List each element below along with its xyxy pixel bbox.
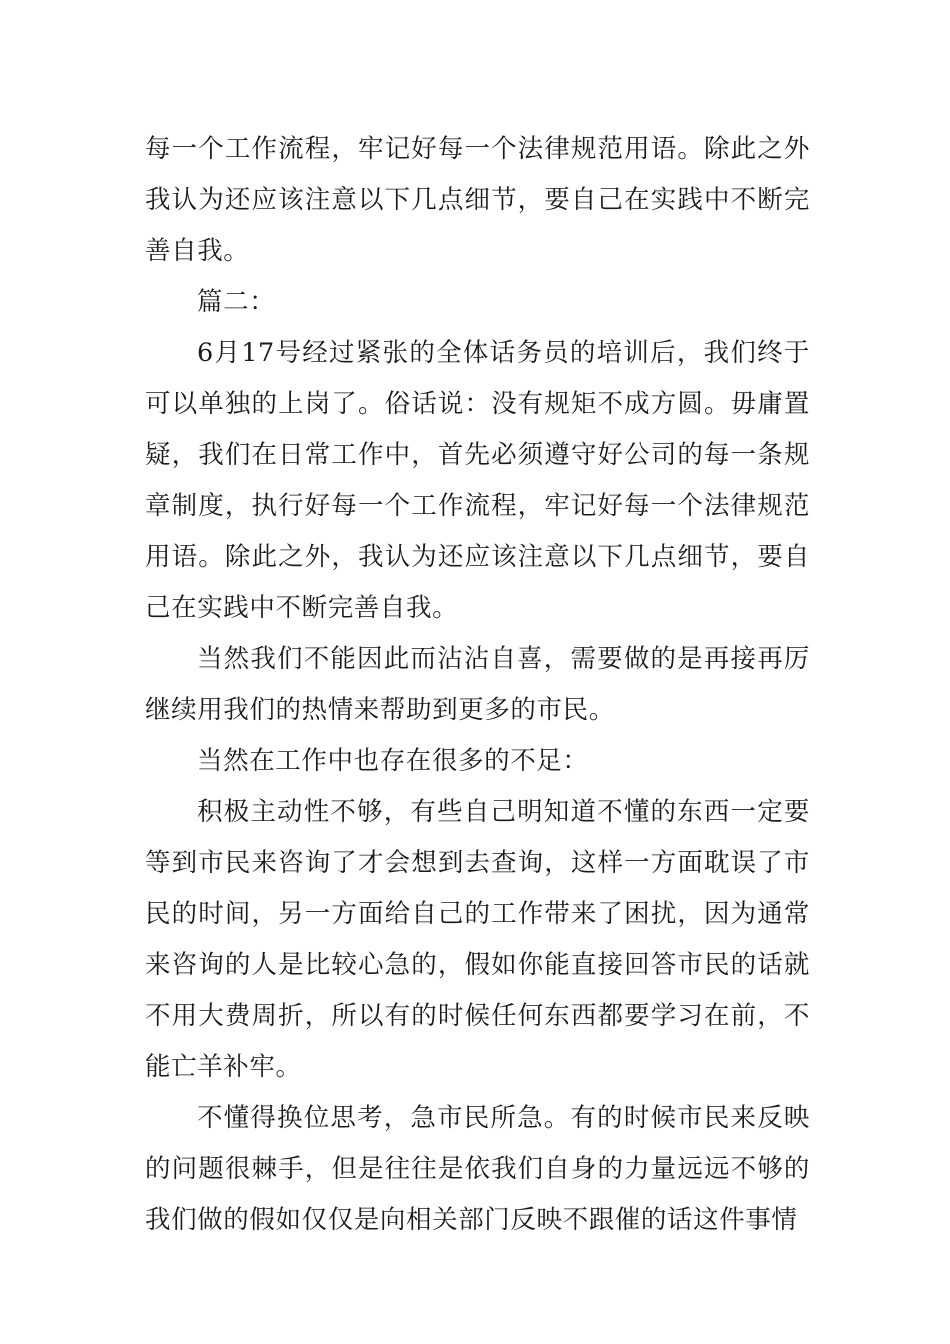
document-body <box>145 124 810 1246</box>
paragraph: 积极主动性不够，有些自己明知道不懂的东西一定要等到市民来咨询了才会想到去查询，这样一方面耽误了市民的时间，另一方面给自己的工作带来了困扰，因为通常来咨询的人是比较心急的，假如你能直接回答市民的话就不用大费周折，所以有的时候任何东西都要学习在前，不能亡羊补牢。 <box>145 797 810 1082</box>
paragraph: 不懂得换位思考，急市民所急。有的时候市民来反映的问题很棘手，但是往往是依我们自身的力量远远不够的我们做的假如仅仅是向相关部门反映不跟催的话这件事情 <box>145 1103 810 1235</box>
paragraph: 6月17号经过紧张的全体话务员的培训后，我们终于可以单独的上岗了。俗话说：没有规矩不成方圆。毋庸置疑，我们在日常工作中，首先必须遵守好公司的每一条规章制度，执行好每一个工作流程，牢记好每一个法律规范用语。除此之外，我认为还应该注意以下几点细节，要自己在实践中不断完善自我。 <box>145 338 810 623</box>
paragraph-continued: 每一个工作流程，牢记好每一个法律规范用语。除此之外我认为还应该注意以下几点细节，要自己在实践中不断完善自我。 <box>145 134 810 266</box>
paragraph: 当然我们不能因此而沾沾自喜，需要做的是再接再厉继续用我们的热情来帮助到更多的市民。 <box>145 644 810 725</box>
paragraph: 当然在工作中也存在很多的不足： <box>197 746 589 776</box>
section-heading: 篇二： <box>197 287 276 317</box>
